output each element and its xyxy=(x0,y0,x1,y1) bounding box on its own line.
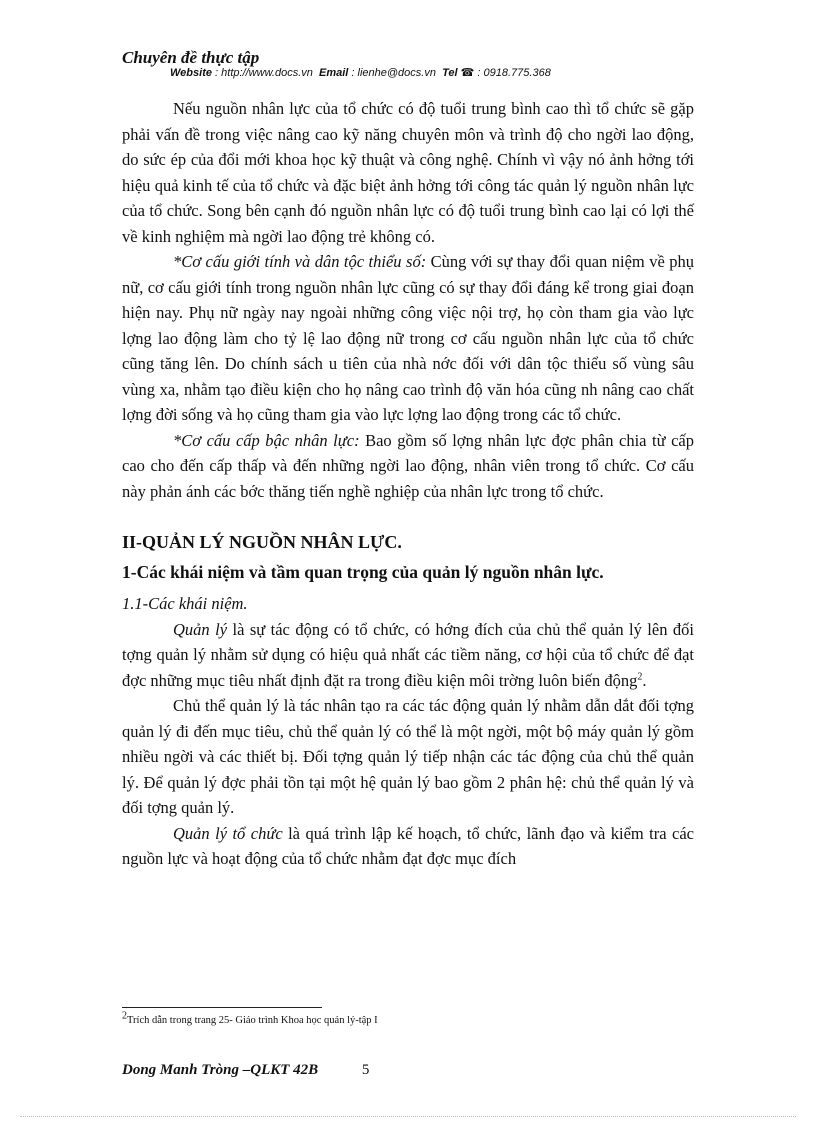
paragraph-text: Cùng với sự thay đổi quan niệm về phụ nữ, cơ cấu giới tính trong nguồn nhân lực cũng có sự thay đổi đáng kể trong giai đoạn hiện nay. Phụ nữ ngày nay ngoài những công việc nội trợ, họ còn tham gia vào lực lợng lao động làm cho tỷ lệ lao động nữ trong cơ cấu nguồn nhân lực của tổ chức cũng tăng lên. Do chính sách u tiên của nhà nớc đối với dân tộc thiểu số vùng sâu vùng xa, nhằm tạo điều kiện cho họ nâng cao trình độ văn hóa cũng nh nâng cao chất lợng đời sống và họ cũng tham gia vào lực lợng lao động trong các tổ chức. xyxy=(122,252,695,424)
paragraph xyxy=(122,428,694,505)
paragraph-lead: *Cơ cấu giới tính và dân tộc thiểu số: xyxy=(173,252,427,271)
document-body xyxy=(122,96,694,872)
subsubsection-heading: 1.1-Các khái niệm. xyxy=(122,594,248,613)
paragraph-text: là quá trình lập kế hoạch, tổ chức, lãnh đạo và kiểm tra các nguồn lực và hoạt động của tổ chức nhằm đạt đợc mục đích xyxy=(122,823,694,868)
paragraph: Chủ thể quản lý là tác nhân tạo ra các tác động quản lý nhằm dẫn dắt đối tợng quản lý đi đến mục tiêu, chủ thể quản lý có thể là một ngời, một bộ máy quản lý gồm nhiều ngời và các thiết bị. Đối tợng quản lý tiếp nhận các tác động của chủ thể quản lý. Để quản lý đợc phải tồn tại một hệ quản lý bao gồm 2 phân hệ: chủ thể quản lý và đối tợng quản lý. xyxy=(122,696,694,817)
paragraph-text: là sự tác động có tổ chức, có hớng đích của chủ thể quản lý lên đối tợng quản lý nhằm sử dụng có hiệu quả nhất các tiềm năng, cơ hội của tổ chức để đạt đợc những mục tiêu nhất định đặt ra trong điều kiện môi trờng luôn biến động xyxy=(122,619,694,690)
page-border xyxy=(20,1116,796,1117)
website-label: Website xyxy=(170,67,212,79)
header-contact xyxy=(170,66,551,79)
paragraph xyxy=(122,249,694,428)
paragraph-text: Bao gồm số lợng nhân lực đợc phân chia từ cấp cao cho đến cấp thấp và đến những ngời lao động, nhân viên trong tổ chức. Cơ cấu này phản ánh các bớc thăng tiến nghề nghiệp của nhân lực trong tổ chức. xyxy=(122,430,694,501)
page-number: 5 xyxy=(361,1062,370,1078)
paragraph xyxy=(122,617,694,694)
tel-label: Tel ☎ xyxy=(442,67,475,79)
header-title: Chuyên đề thực tập xyxy=(122,48,260,67)
email-link[interactable]: : lienhe@docs.vn xyxy=(351,67,436,79)
paragraph xyxy=(122,821,694,872)
tel-value: : 0918.775.368 xyxy=(477,67,551,79)
footnote-divider xyxy=(122,1007,322,1008)
paragraph-end: . xyxy=(642,670,647,690)
website-link[interactable]: : http://www.docs.vn xyxy=(215,67,313,79)
paragraph: Nếu nguồn nhân lực của tổ chức có độ tuổi trung bình cao thì tổ chức sẽ gặp phải vấn đề trong việc nâng cao kỹ năng chuyên môn và trình độ cho ngời lao động, do sức ép của đổi mới khoa học kỹ thuật và công nghệ. Chính vì vậy nó ảnh hởng tới hiệu quả kinh tế của tổ chức và đặc biệt ảnh hởng tới công tác quản lý nguồn nhân lực của tổ chức. Song bên cạnh đó nguồn nhân lực có độ tuổi trung bình cao lại có lợi thế về kinh nghiệm mà ngời lao động trẻ không có. xyxy=(122,99,694,246)
page-footer xyxy=(122,1062,369,1079)
subsection-heading: 1-Các khái niệm và tầm quan trọng của quản lý nguồn nhân lực. xyxy=(122,561,604,582)
paragraph-lead: *Cơ cấu cấp bậc nhân lực: xyxy=(173,430,360,450)
paragraph-lead: Quản lý tổ chức xyxy=(173,823,283,843)
paragraph-lead: Quản lý xyxy=(173,619,228,639)
email-label: Email xyxy=(319,67,349,79)
footnote-mark: 2 xyxy=(122,1010,127,1022)
footnote-ref[interactable]: 2 xyxy=(637,671,643,682)
footer-author: Dong Manh Tròng –QLKT 42B xyxy=(122,1062,319,1078)
footnote-text: Trích dẫn trong trang 25- Giáo trình Khoa học quản lý-tập I xyxy=(127,1015,378,1026)
footnote xyxy=(122,1010,378,1026)
section-heading: II-QUẢN LÝ NGUỒN NHÂN LỰC. xyxy=(122,532,402,552)
